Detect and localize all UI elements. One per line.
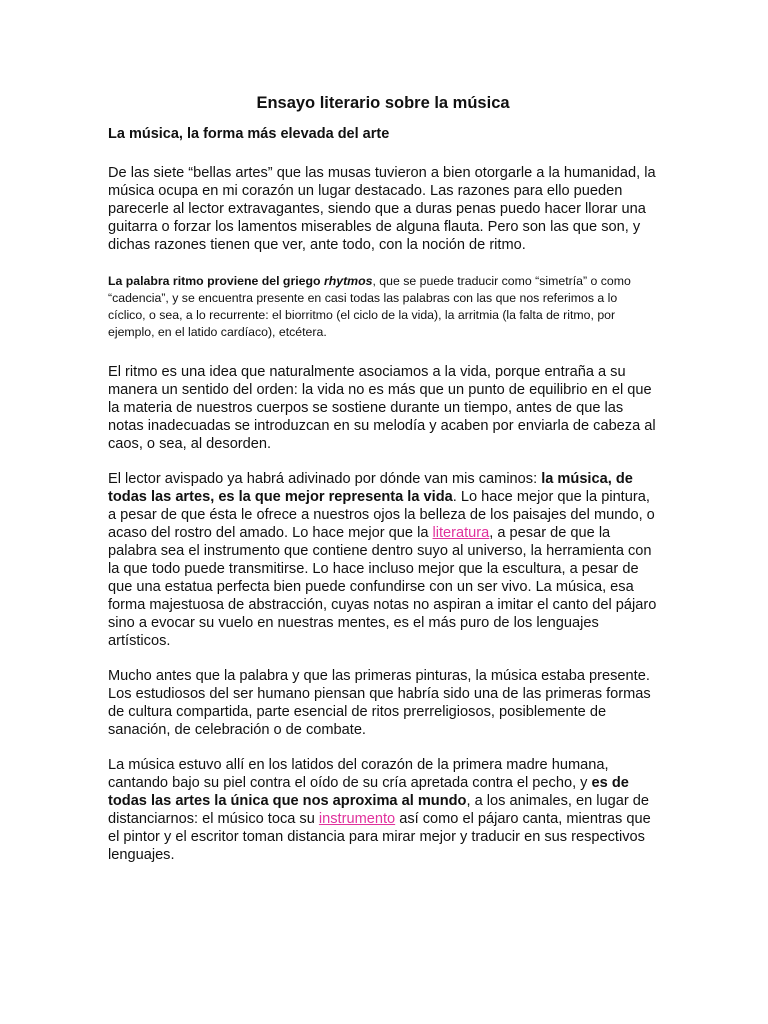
paragraph-6-bold: es de todas las artes la única que nos aproxima al mundo [108, 775, 629, 809]
paragraph-4-part-3: , a pesar de que la palabra sea el instrumento que contiene dentro suyo al universo, la herramienta con la que todo puede transmitirse. Lo hace incluso mejor que la escultura, a pesar de que una estatua perfecta bien puede confundirse con un ser vivo. La música, esa forma majestuosa de abstracción, cuyas notas no aspiran a imitar el canto del pájaro sino a evocar su vuelo en nuestras mentes, es el más puro de los lenguajes artísticos. [108, 525, 657, 649]
paragraph-3: El ritmo es una idea que naturalmente asociamos a la vida, porque entraña a su manera un sentido del orden: la vida no es más que un punto de equilibrio en el que la materia de nuestros cuerpos se sostiene durante un tiempo, antes de que las notas inadecuadas se introduzcan en su melodía y acaben por enviarla de cabeza al caos, o sea, al desorden. [108, 364, 656, 452]
literatura-link[interactable]: literatura [432, 525, 490, 541]
paragraph-4-part-1: El lector avispado ya habrá adivinado por dónde van mis caminos: [108, 471, 542, 487]
document-title: Ensayo literario sobre la música [256, 94, 510, 112]
paragraph-2-rest: , que se puede traducir como “simetría” o como “cadencia”, y se encuentra presente en casi todas las palabras con las que nos referimos a lo cíclico, o sea, a lo recurrente: el biorritmo (el ciclo de la vida), la arritmia (la falta de ritmo, por ejemplo, en el latido cardíaco), etcétera. [108, 274, 631, 339]
paragraph-6-part-3: así como el pájaro canta, mientras que el pintor y el escritor toman distancia para mirar mejor y traducir en sus respectivos lenguajes. [108, 811, 651, 863]
instrumento-link[interactable]: instrumento [318, 811, 396, 827]
paragraph-4-part-2: . Lo hace mejor que la pintura, a pesar de que ésta le ofrece a nuestros ojos la belleza de los paisajes del mundo, o acaso del rostro del amado. Lo hace mejor que la [108, 489, 655, 541]
paragraph-2 [108, 273, 658, 341]
paragraph-6-part-2: , a los animales, en lugar de distanciarnos: el músico toca su [108, 793, 649, 827]
paragraph-5: Mucho antes que la palabra y que las primeras pinturas, la música estaba presente. Los estudiosos del ser humano piensan que habría sido una de las primeras formas de cultura compartida, parte esencial de ritos prerreligiosos, posiblemente de sanación, de celebración o de combate. [108, 668, 651, 738]
paragraph-1: De las siete “bellas artes” que las musas tuvieron a bien otorgarle a la humanidad, la música ocupa en mi corazón un lugar destacado. Las razones para ello pueden parecerle al lector extravagantes, siendo que a duras penas puedo hacer llorar una guitarra o forzar los lamentos miserables de alguna flauta. Pero son las que son, y dichas razones tienen que ver, ante todo, con la noción de ritmo. [108, 165, 656, 253]
paragraph-4-bold: la música, de todas las artes, es la que mejor representa la vida [108, 471, 633, 505]
document-subtitle: La música, la forma más elevada del arte [108, 126, 390, 142]
paragraph-4 [108, 470, 658, 650]
paragraph-6 [108, 756, 658, 864]
paragraph-2-bold-lead: La palabra ritmo proviene del griego [108, 274, 324, 288]
paragraph-2-greek-word: rhytmos [323, 274, 373, 288]
paragraph-6-part-1: La música estuvo allí en los latidos del corazón de la primera madre humana, cantando bajo su piel contra el oído de su cría apretada contra el pecho, y [108, 757, 609, 791]
